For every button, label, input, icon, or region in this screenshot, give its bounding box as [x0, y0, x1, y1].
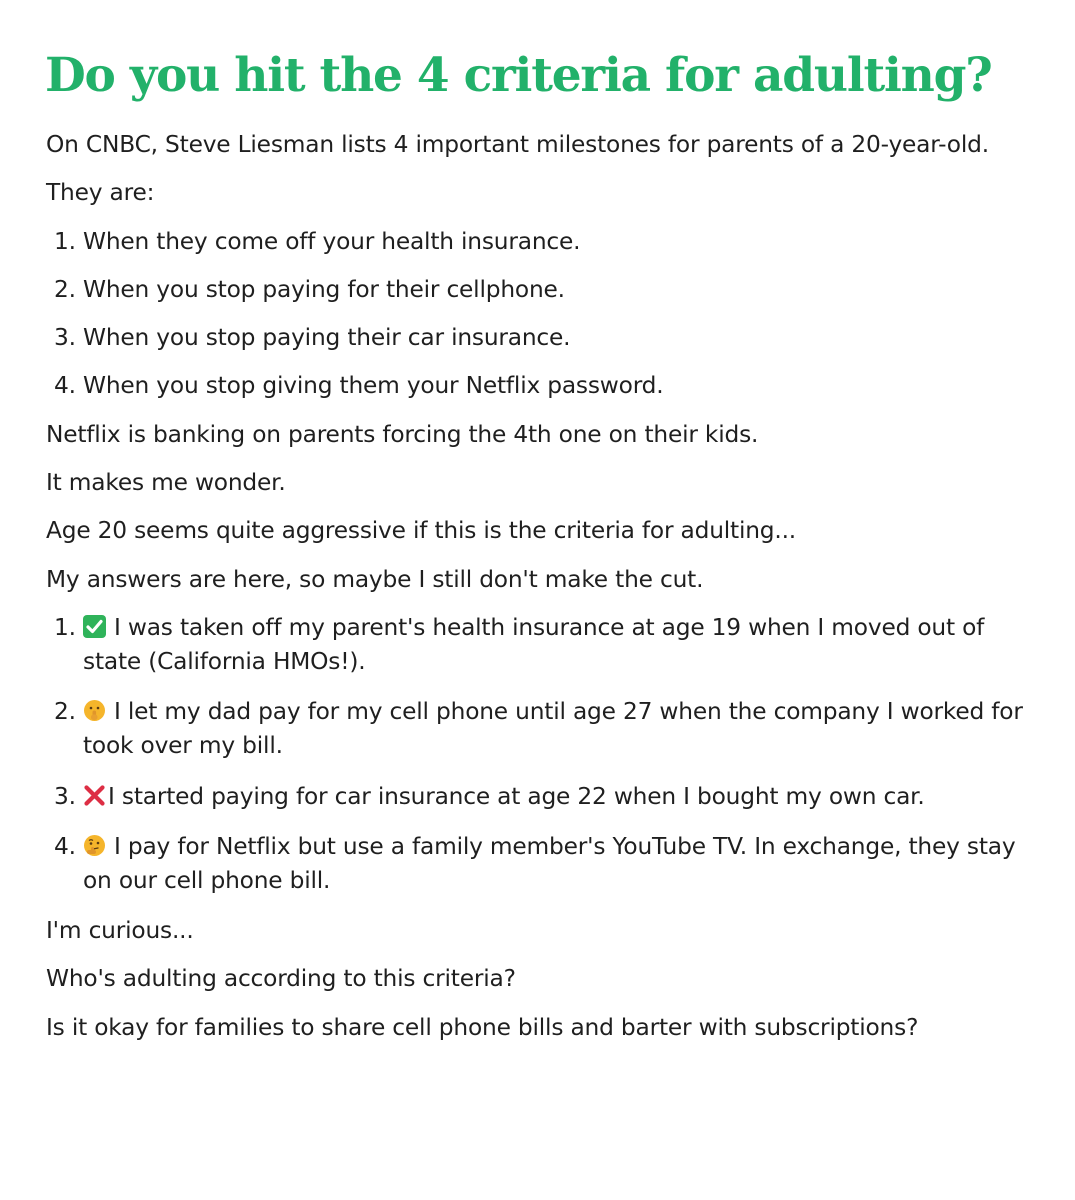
list-number: 4.	[54, 372, 76, 400]
list-item	[46, 369, 1036, 403]
closing-paragraph: I'm curious...	[46, 917, 194, 945]
intro-paragraph: On CNBC, Steve Liesman lists 4 important milestones for parents of a 20-year-old.	[46, 131, 989, 158]
list-item	[46, 225, 1036, 259]
list-item-text: I was taken off my parent's health insurance at age 19 when I moved out of state (California HMOs!).	[83, 613, 985, 675]
closing-paragraph: Is it okay for families to share cell phone bills and barter with subscriptions?	[46, 1013, 919, 1041]
list-number: 1.	[54, 227, 76, 255]
list-item-text: I let my dad pay for my cell phone until age 27 when the company I worked for took over my bill.	[83, 698, 1023, 760]
list-item-text: When you stop paying for their cellphone.	[83, 275, 565, 303]
intro-paragraph: They are:	[46, 179, 155, 207]
list-item-text: When you stop giving them your Netflix password.	[83, 372, 664, 400]
list-number: 1.	[54, 613, 76, 641]
list-item	[46, 695, 1036, 763]
list-item-text: I started paying for car insurance at age 22 when I bought my own car.	[108, 782, 925, 810]
list-number: 2.	[54, 275, 76, 303]
list-number: 4.	[54, 832, 76, 860]
page-title: Do you hit the 4 criteria for adulting?	[45, 48, 992, 103]
list-item	[46, 321, 1036, 355]
list-item	[46, 611, 1036, 679]
shushing-face-icon	[83, 699, 106, 722]
list-item-text: When you stop paying their car insurance.	[83, 324, 571, 352]
list-item	[46, 780, 1036, 814]
thinking-face-icon	[83, 834, 106, 857]
list-number: 3.	[54, 782, 76, 810]
closing-paragraph: Who's adulting according to this criteria?	[46, 965, 516, 993]
list-item	[46, 830, 1036, 898]
milestones-list	[46, 225, 1036, 404]
body-paragraph: Netflix is banking on parents forcing the 4th one on their kids.	[46, 420, 759, 448]
article-body	[46, 128, 1036, 1059]
list-number: 2.	[54, 698, 76, 726]
check-mark-icon	[83, 615, 106, 638]
body-paragraph: Age 20 seems quite aggressive if this is the criteria for adulting...	[46, 517, 797, 545]
cross-mark-icon	[83, 784, 106, 807]
body-paragraph: It makes me wonder.	[46, 469, 286, 497]
list-number: 3.	[54, 324, 76, 352]
list-item-text: When they come off your health insurance.	[83, 227, 581, 255]
answers-list	[46, 611, 1036, 898]
list-item-text: I pay for Netflix but use a family member's YouTube TV. In exchange, they stay on our cell phone bill.	[83, 832, 1016, 894]
body-paragraph: My answers are here, so maybe I still don't make the cut.	[46, 565, 704, 593]
list-item	[46, 273, 1036, 307]
